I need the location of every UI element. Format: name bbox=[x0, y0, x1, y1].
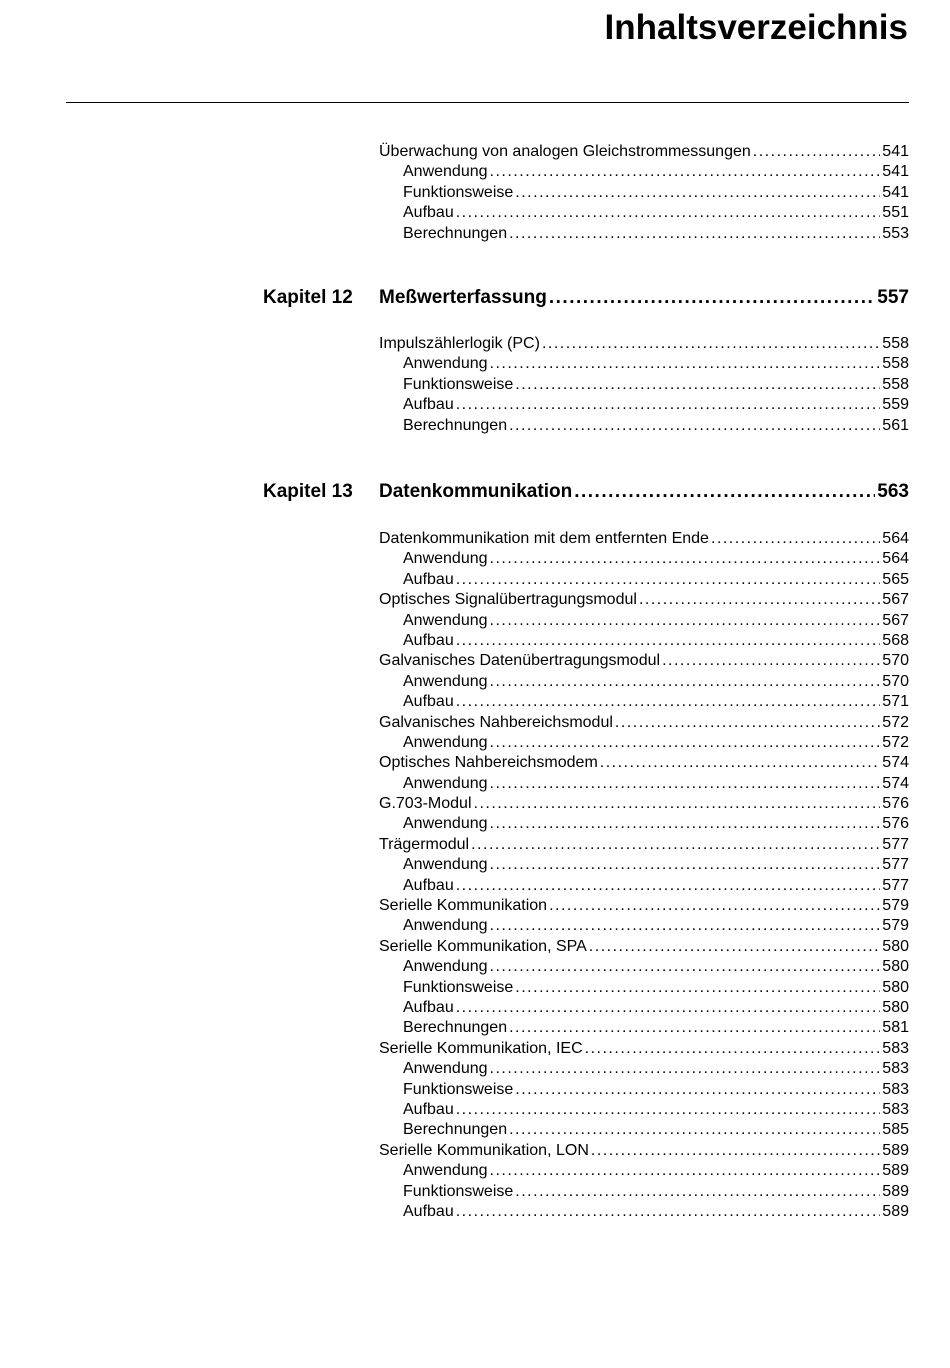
dot-leader bbox=[456, 692, 881, 712]
entry-page-number: 589 bbox=[882, 1162, 909, 1180]
entry-page-number: 580 bbox=[882, 978, 909, 996]
entry-page-number: 561 bbox=[882, 416, 909, 434]
header-rule bbox=[66, 102, 909, 103]
toc-entry[interactable] bbox=[0, 529, 950, 549]
entry-page-number: 583 bbox=[882, 1060, 909, 1078]
entry-title: Anwendung bbox=[403, 815, 488, 833]
toc-subentry[interactable] bbox=[0, 631, 950, 651]
entry-page-number: 580 bbox=[882, 998, 909, 1016]
dot-leader bbox=[515, 1182, 880, 1202]
dot-leader bbox=[591, 1141, 880, 1161]
toc-subentry[interactable] bbox=[0, 1059, 950, 1079]
dot-leader bbox=[711, 529, 880, 549]
entry-title: Aufbau bbox=[403, 1100, 454, 1118]
entry-page-number: 541 bbox=[882, 163, 909, 181]
entry-page-number: 570 bbox=[882, 672, 909, 690]
chapter-heading[interactable] bbox=[0, 285, 950, 311]
dot-leader bbox=[542, 334, 880, 354]
entry-page-number: 551 bbox=[882, 204, 909, 222]
dot-leader bbox=[474, 794, 881, 814]
dot-leader bbox=[509, 1018, 880, 1038]
entry-page-number: 574 bbox=[882, 774, 909, 792]
toc-subentry[interactable] bbox=[0, 916, 950, 936]
toc-subentry[interactable] bbox=[0, 1018, 950, 1038]
dot-leader bbox=[490, 1059, 881, 1079]
entry-title: Anwendung bbox=[403, 958, 488, 976]
toc-subentry[interactable] bbox=[0, 978, 950, 998]
entry-title: Serielle Kommunikation, LON bbox=[379, 1141, 589, 1159]
dot-leader bbox=[490, 733, 881, 753]
entry-page-number: 585 bbox=[882, 1121, 909, 1139]
entry-page-number: 589 bbox=[882, 1182, 909, 1200]
dot-leader bbox=[639, 590, 880, 610]
entry-title: Funktionsweise bbox=[403, 1080, 514, 1098]
entry-page-number: 572 bbox=[882, 733, 909, 751]
entry-page-number: 579 bbox=[882, 917, 909, 935]
entry-title: Anwendung bbox=[403, 163, 488, 181]
dot-leader bbox=[515, 183, 880, 203]
entry-title: Anwendung bbox=[403, 1060, 488, 1078]
entry-page-number: 580 bbox=[882, 958, 909, 976]
toc-entry[interactable] bbox=[0, 713, 950, 733]
entry-page-number: 589 bbox=[882, 1202, 909, 1220]
toc-subentry[interactable] bbox=[0, 570, 950, 590]
entry-title: Datenkommunikation mit dem entfernten Ende bbox=[379, 530, 709, 547]
entry-page-number: 567 bbox=[882, 591, 909, 609]
entry-page-number: 579 bbox=[882, 897, 909, 915]
chapter-page-number: 557 bbox=[877, 287, 909, 308]
entry-title: Funktionsweise bbox=[403, 1182, 514, 1200]
dot-leader bbox=[490, 957, 881, 977]
entry-title: Serielle Kommunikation, SPA bbox=[379, 937, 587, 955]
entry-title: Berechnungen bbox=[403, 1121, 508, 1139]
chapter-heading[interactable] bbox=[0, 479, 950, 505]
dot-leader bbox=[549, 285, 875, 311]
dot-leader bbox=[490, 354, 881, 374]
toc-subentry[interactable] bbox=[0, 375, 950, 395]
entry-title: Optisches Signalübertragungsmodul bbox=[379, 591, 637, 609]
toc-subentry[interactable] bbox=[0, 1120, 950, 1140]
dot-leader bbox=[549, 896, 880, 916]
entry-title: Überwachung von analogen Gleichstrommessungen bbox=[379, 143, 751, 160]
entry-title: Anwendung bbox=[403, 355, 488, 373]
toc-entry[interactable] bbox=[0, 896, 950, 916]
entry-title: Optisches Nahbereichsmodem bbox=[379, 754, 598, 772]
entry-page-number: 568 bbox=[882, 631, 909, 649]
entry-title: Aufbau bbox=[403, 204, 454, 222]
toc-subentry[interactable] bbox=[0, 395, 950, 415]
entry-title: Aufbau bbox=[403, 876, 454, 894]
dot-leader bbox=[456, 570, 881, 590]
entry-title: Serielle Kommunikation, IEC bbox=[379, 1039, 583, 1057]
toc-subentry[interactable] bbox=[0, 855, 950, 875]
dot-leader bbox=[471, 835, 880, 855]
entry-page-number: 577 bbox=[882, 856, 909, 874]
entry-title: Anwendung bbox=[403, 1162, 488, 1180]
entry-title: Anwendung bbox=[403, 917, 488, 935]
entry-page-number: 553 bbox=[882, 224, 909, 242]
dot-leader bbox=[509, 224, 880, 244]
dot-leader bbox=[490, 814, 881, 834]
entry-title: Anwendung bbox=[403, 856, 488, 874]
toc-subentry[interactable] bbox=[0, 814, 950, 834]
dot-leader bbox=[456, 1100, 881, 1120]
dot-leader bbox=[753, 142, 881, 162]
toc-entry[interactable] bbox=[0, 753, 950, 773]
dot-leader bbox=[456, 1202, 881, 1222]
toc-subentry[interactable] bbox=[0, 774, 950, 794]
dot-leader bbox=[509, 1120, 880, 1140]
entry-page-number: 583 bbox=[882, 1100, 909, 1118]
chapter-title: Meßwerterfassung bbox=[379, 287, 547, 308]
entry-title: Impulszählerlogik (PC) bbox=[379, 335, 540, 352]
toc-subentry[interactable] bbox=[0, 203, 950, 223]
dot-leader bbox=[662, 651, 880, 671]
entry-title: Galvanisches Datenübertragungsmodul bbox=[379, 652, 661, 670]
dot-leader bbox=[509, 416, 880, 436]
toc-subentry[interactable] bbox=[0, 1182, 950, 1202]
dot-leader bbox=[456, 631, 881, 651]
dot-leader bbox=[456, 876, 881, 896]
toc-entry[interactable] bbox=[0, 334, 950, 354]
toc-section-chapter-12 bbox=[0, 285, 950, 436]
entry-title: Aufbau bbox=[403, 998, 454, 1016]
toc-entry[interactable] bbox=[0, 590, 950, 610]
dot-leader bbox=[490, 611, 881, 631]
toc-entry[interactable] bbox=[0, 142, 950, 162]
page-title: Inhaltsverzeichnis bbox=[604, 8, 908, 47]
chapter-page-number: 563 bbox=[877, 481, 909, 502]
dot-leader bbox=[490, 549, 881, 569]
dot-leader bbox=[456, 203, 881, 223]
entry-title: Serielle Kommunikation bbox=[379, 897, 548, 915]
dot-leader bbox=[456, 998, 881, 1018]
toc-entry[interactable] bbox=[0, 794, 950, 814]
entry-page-number: 541 bbox=[882, 143, 909, 160]
entry-page-number: 576 bbox=[882, 815, 909, 833]
entry-page-number: 574 bbox=[882, 754, 909, 772]
entry-title: Berechnungen bbox=[403, 1019, 508, 1037]
toc-subentry[interactable] bbox=[0, 1080, 950, 1100]
toc-subentry[interactable] bbox=[0, 416, 950, 436]
toc-subentry[interactable] bbox=[0, 876, 950, 896]
entry-title: Trägermodul bbox=[379, 835, 470, 853]
entry-page-number: 558 bbox=[882, 375, 909, 393]
toc-subentry[interactable] bbox=[0, 998, 950, 1018]
chapter-title: Datenkommunikation bbox=[379, 481, 573, 502]
entry-page-number: 576 bbox=[882, 795, 909, 813]
entry-page-number: 541 bbox=[882, 183, 909, 201]
entry-title: Aufbau bbox=[403, 631, 454, 649]
entry-page-number: 577 bbox=[882, 876, 909, 894]
toc-entry[interactable] bbox=[0, 1141, 950, 1161]
toc-subentry[interactable] bbox=[0, 224, 950, 244]
entry-page-number: 564 bbox=[882, 550, 909, 568]
toc-entry[interactable] bbox=[0, 1039, 950, 1059]
entry-page-number: 580 bbox=[882, 937, 909, 955]
toc-subentry[interactable] bbox=[0, 354, 950, 374]
dot-leader bbox=[615, 713, 880, 733]
toc-subentry[interactable] bbox=[0, 733, 950, 753]
dot-leader bbox=[585, 1039, 881, 1059]
entry-title: Aufbau bbox=[403, 1202, 454, 1220]
dot-leader bbox=[490, 774, 881, 794]
entry-page-number: 581 bbox=[882, 1019, 909, 1037]
entry-page-number: 565 bbox=[882, 570, 909, 588]
toc-entry[interactable] bbox=[0, 835, 950, 855]
toc-subentry[interactable] bbox=[0, 1100, 950, 1120]
dot-leader bbox=[600, 753, 881, 773]
toc-subentry[interactable] bbox=[0, 1202, 950, 1222]
chapter-label: Kapitel 13 bbox=[263, 481, 353, 502]
toc-entry[interactable] bbox=[0, 651, 950, 671]
dot-leader bbox=[589, 937, 881, 957]
entry-page-number: 589 bbox=[882, 1141, 909, 1159]
entry-page-number: 572 bbox=[882, 713, 909, 731]
toc-entry[interactable] bbox=[0, 937, 950, 957]
dot-leader bbox=[456, 395, 881, 415]
toc-subentry[interactable] bbox=[0, 611, 950, 631]
toc-subentry[interactable] bbox=[0, 162, 950, 182]
dot-leader bbox=[490, 672, 881, 692]
entry-page-number: 558 bbox=[882, 355, 909, 373]
entry-title: Anwendung bbox=[403, 550, 488, 568]
dot-leader bbox=[490, 855, 881, 875]
toc-subentry[interactable] bbox=[0, 957, 950, 977]
entry-page-number: 583 bbox=[882, 1039, 909, 1057]
entry-title: G.703-Modul bbox=[379, 795, 472, 813]
entry-title: Aufbau bbox=[403, 693, 454, 711]
entry-page-number: 567 bbox=[882, 611, 909, 629]
entry-title: Funktionsweise bbox=[403, 183, 514, 201]
entry-page-number: 558 bbox=[882, 335, 909, 352]
dot-leader bbox=[515, 978, 880, 998]
entry-page-number: 571 bbox=[882, 693, 909, 711]
chapter-label: Kapitel 12 bbox=[263, 287, 353, 308]
entry-page-number: 583 bbox=[882, 1080, 909, 1098]
dot-leader bbox=[515, 375, 880, 395]
entry-title: Anwendung bbox=[403, 611, 488, 629]
entry-title: Galvanisches Nahbereichsmodul bbox=[379, 713, 613, 731]
entry-title: Funktionsweise bbox=[403, 978, 514, 996]
toc-subentry[interactable] bbox=[0, 549, 950, 569]
entry-title: Funktionsweise bbox=[403, 375, 514, 393]
entry-title: Berechnungen bbox=[403, 224, 508, 242]
entry-page-number: 570 bbox=[882, 652, 909, 670]
entry-title: Berechnungen bbox=[403, 416, 508, 434]
toc-section-chapter-13 bbox=[0, 479, 950, 1222]
entry-title: Aufbau bbox=[403, 570, 454, 588]
dot-leader bbox=[490, 916, 881, 936]
toc-subentry[interactable] bbox=[0, 1161, 950, 1181]
entry-title: Anwendung bbox=[403, 672, 488, 690]
toc-subentry[interactable] bbox=[0, 692, 950, 712]
entry-title: Aufbau bbox=[403, 396, 454, 414]
entry-page-number: 577 bbox=[882, 835, 909, 853]
entry-page-number: 559 bbox=[882, 396, 909, 414]
dot-leader bbox=[490, 1161, 881, 1181]
entry-title: Anwendung bbox=[403, 733, 488, 751]
toc-section-intro bbox=[0, 142, 950, 244]
toc-subentry[interactable] bbox=[0, 183, 950, 203]
entry-title: Anwendung bbox=[403, 774, 488, 792]
toc-subentry[interactable] bbox=[0, 672, 950, 692]
dot-leader bbox=[574, 479, 875, 505]
dot-leader bbox=[490, 162, 881, 182]
dot-leader bbox=[515, 1080, 880, 1100]
entry-page-number: 564 bbox=[882, 530, 909, 547]
